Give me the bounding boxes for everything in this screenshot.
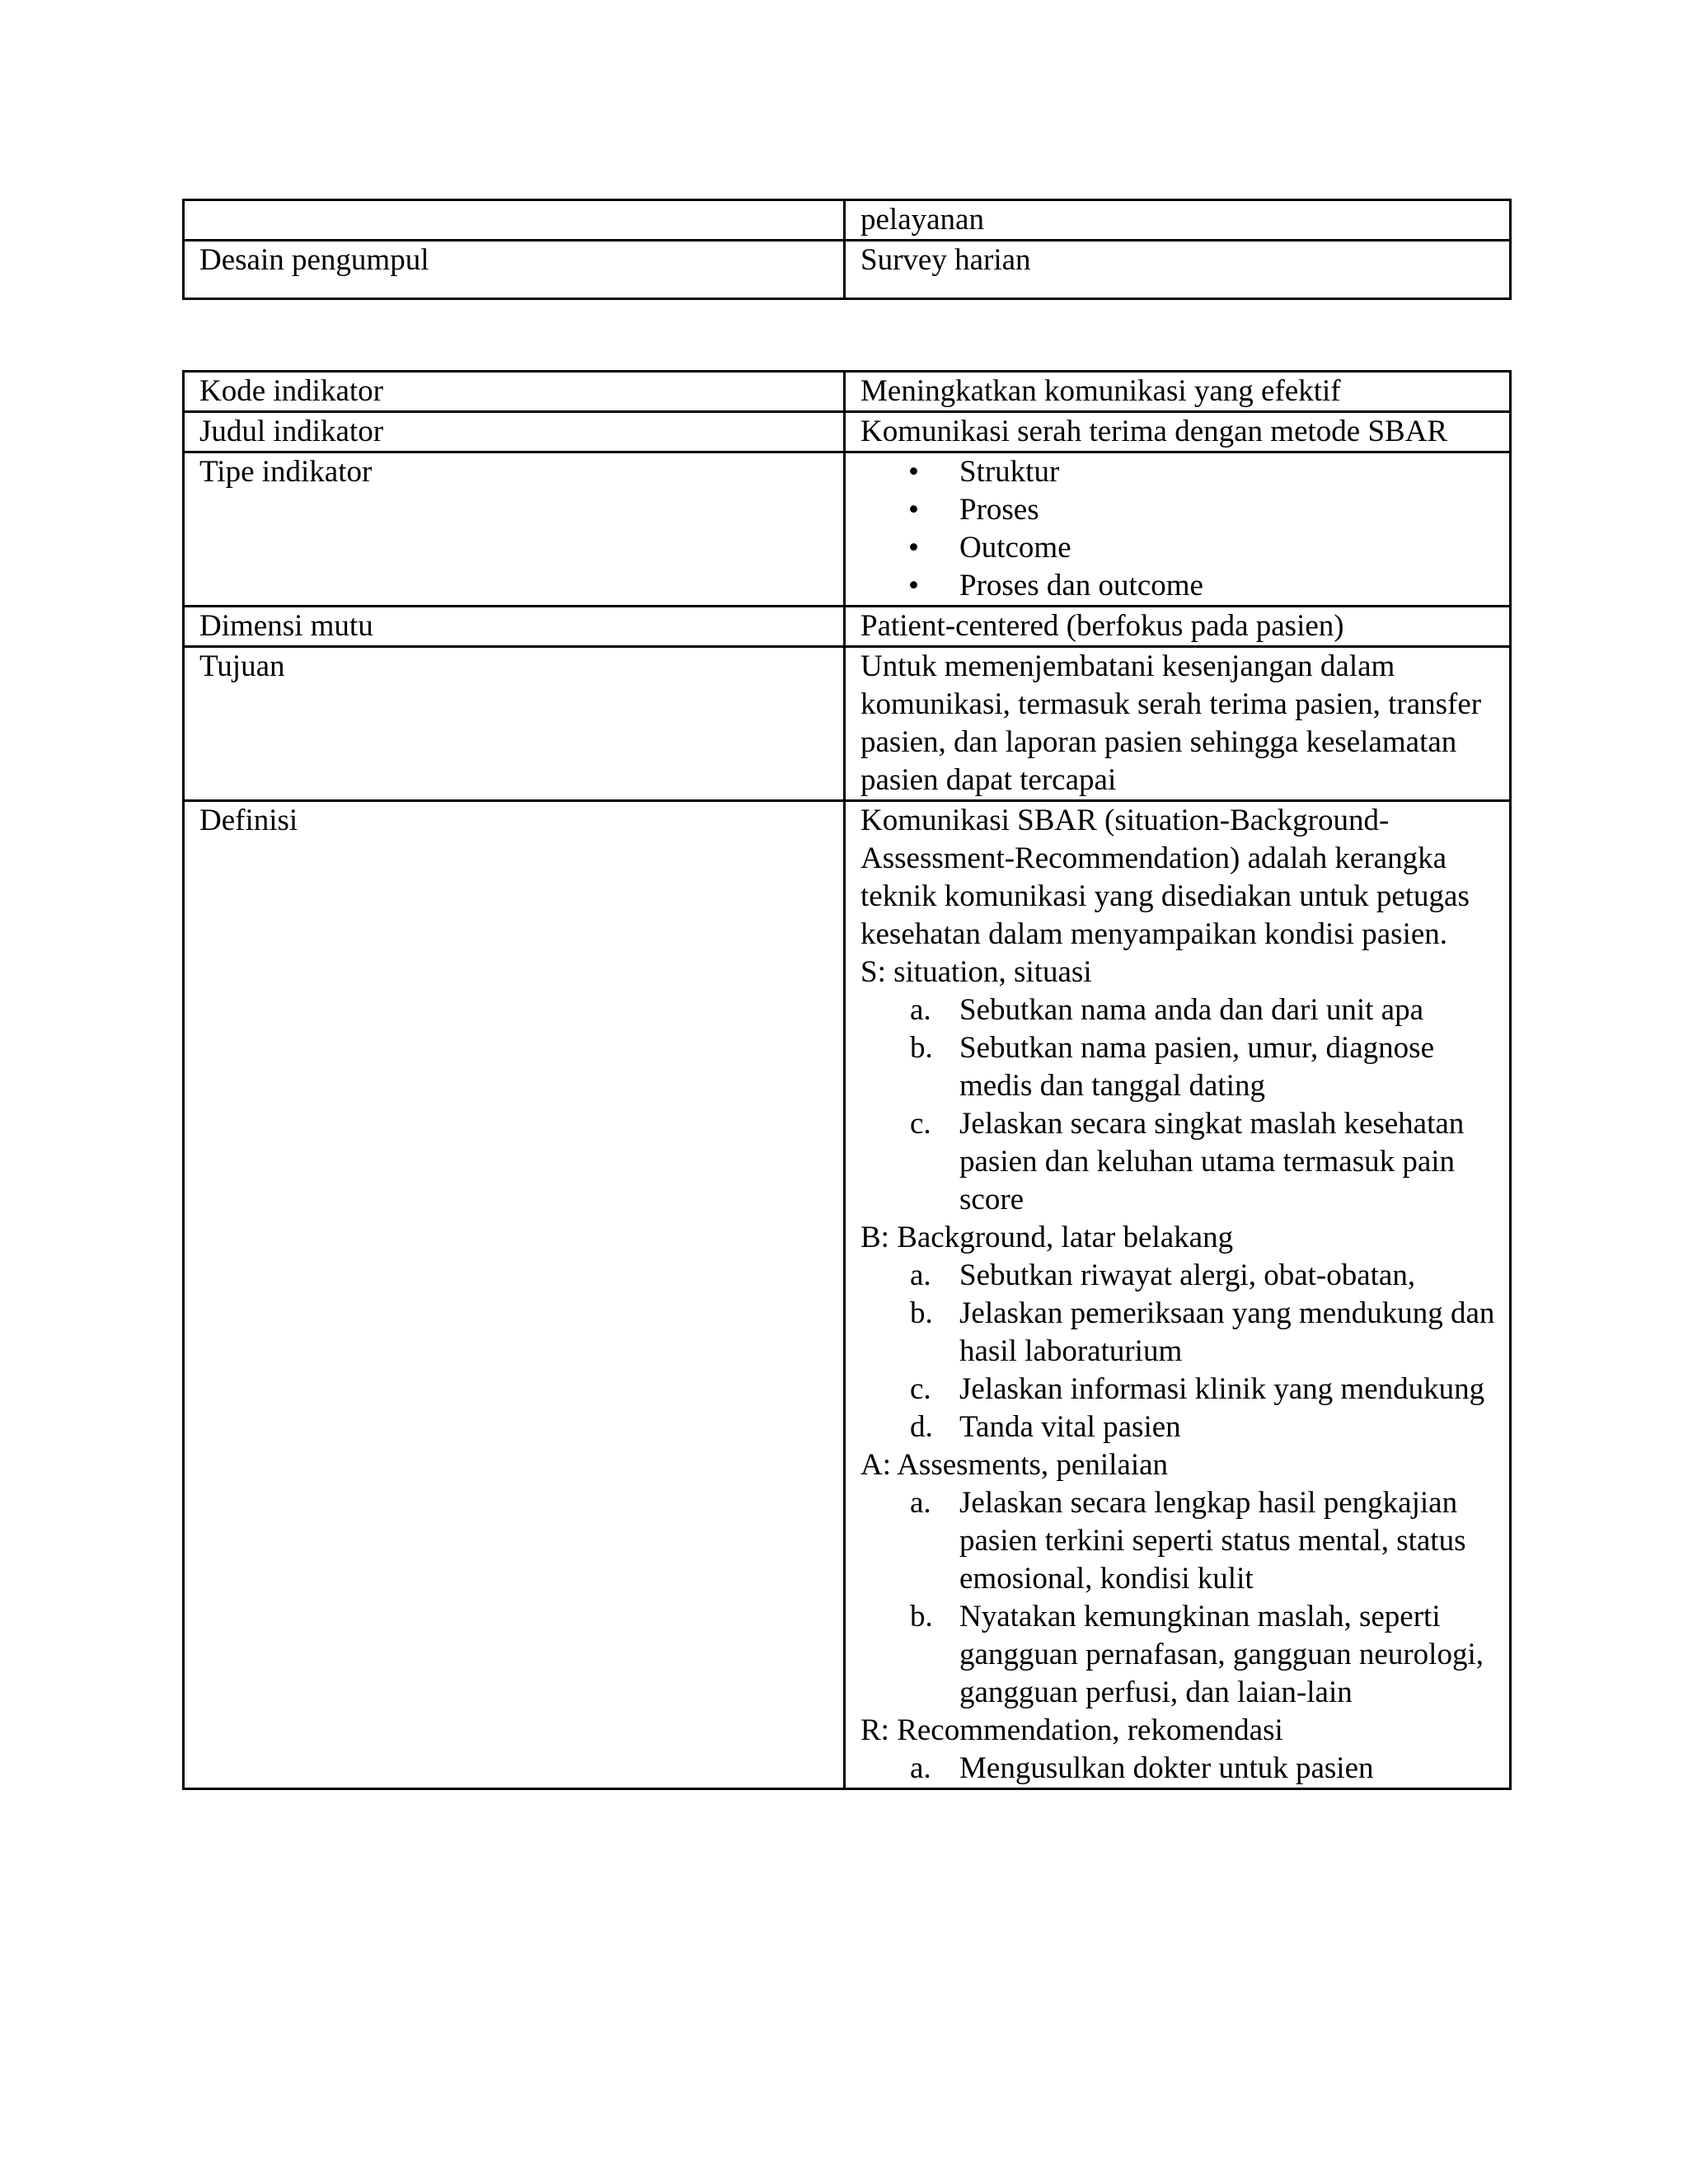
list-item [860, 1408, 1509, 1446]
list-item [860, 1105, 1509, 1219]
list-item [860, 1257, 1509, 1295]
list-marker: a. [910, 1258, 931, 1292]
list-marker: b. [910, 1296, 933, 1330]
list-marker: a. [910, 1486, 931, 1520]
list-item-text: Mengusulkan dokter untuk pasien [959, 1751, 1374, 1785]
list-item-text: Sebutkan nama pasien, umur, diagnose medis dan tanggal dating [959, 1031, 1434, 1103]
row-value: Survey harian [845, 241, 1511, 299]
list-marker: d. [910, 1410, 933, 1444]
row-label [184, 200, 845, 241]
table-row-kode [184, 372, 1511, 412]
row-label: Kode indikator [184, 372, 845, 412]
section-heading-background: B: Background, latar belakang [860, 1221, 1234, 1254]
row-value [845, 452, 1511, 607]
list-item-text: Jelaskan informasi klinik yang mendukung [959, 1372, 1485, 1406]
section-heading-assessment: A: Assesments, penilaian [860, 1448, 1169, 1482]
collection-design-table [182, 199, 1512, 300]
section-heading-recommendation: R: Recommendation, rekomendasi [860, 1713, 1283, 1747]
definition-intro: Komunikasi SBAR (situation-Background-Assessment-Recommendation) adalah kerangka teknik komunikasi yang disediakan untuk petugas kesehatan dalam menyampaikan kondisi pasien. [860, 804, 1470, 951]
list-item: • Proses [860, 491, 1509, 529]
section-heading-situation: S: situation, situasi [860, 955, 1092, 989]
indicator-table [182, 370, 1512, 1790]
row-label: Tujuan [184, 647, 845, 801]
list-item-text: Jelaskan secara lengkap hasil pengkajian pasien terkini seperti status mental, status emosional, kondisi kulit [959, 1486, 1466, 1596]
list-item [860, 1371, 1509, 1408]
list-marker: a. [910, 1751, 931, 1785]
list-item: • Struktur [860, 453, 1509, 491]
list-item: • Proses dan outcome [860, 567, 1509, 605]
row-value: Komunikasi serah terima dengan metode SBAR [845, 412, 1511, 452]
assessment-list [860, 1484, 1509, 1712]
row-value: pelayanan [845, 200, 1511, 241]
list-item-text: Nyatakan kemungkinan maslah, seperti gangguan pernafasan, gangguan neurologi, gangguan perfusi, dan laian-lain [959, 1600, 1484, 1709]
indicator-type-list [860, 453, 1509, 605]
list-marker: b. [910, 1600, 933, 1633]
table-row-tujuan [184, 647, 1511, 801]
list-item-text: Jelaskan pemeriksaan yang mendukung dan hasil laboraturium [959, 1296, 1495, 1368]
row-label: Desain pengumpul [184, 241, 845, 299]
list-item [860, 1029, 1509, 1105]
situation-list [860, 991, 1509, 1219]
row-value: Untuk memenjembatani kesenjangan dalam komunikasi, termasuk serah terima pasien, transfer pasien, dan laporan pasien sehingga keselamatan pasien dapat tercapai [845, 647, 1511, 801]
row-value: Patient-centered (berfokus pada pasien) [845, 607, 1511, 647]
table-row-tipe [184, 452, 1511, 607]
list-marker: c. [910, 1107, 931, 1141]
row-label: Tipe indikator [184, 452, 845, 607]
list-item-text: Sebutkan nama anda dan dari unit apa [959, 993, 1424, 1027]
list-marker: a. [910, 993, 931, 1027]
row-label: Judul indikator [184, 412, 845, 452]
table-row-definisi [184, 801, 1511, 1789]
list-item [860, 1484, 1509, 1598]
table-row-judul [184, 412, 1511, 452]
list-item [860, 1598, 1509, 1712]
list-item-text: Jelaskan secara singkat maslah kesehatan pasien dan keluhan utama termasuk pain score [959, 1107, 1465, 1216]
row-label: Definisi [184, 801, 845, 1789]
table-row-dimensi [184, 607, 1511, 647]
list-item [860, 1750, 1509, 1788]
list-marker: c. [910, 1372, 931, 1406]
list-item [860, 991, 1509, 1029]
list-marker: b. [910, 1031, 933, 1065]
row-label: Dimensi mutu [184, 607, 845, 647]
table-row [184, 241, 1511, 299]
list-item: • Outcome [860, 529, 1509, 567]
recommendation-list [860, 1750, 1509, 1788]
row-value [845, 801, 1511, 1789]
list-item-text: Tanda vital pasien [959, 1410, 1181, 1444]
list-item-text: Sebutkan riwayat alergi, obat-obatan, [959, 1258, 1416, 1292]
table-row [184, 200, 1511, 241]
background-list [860, 1257, 1509, 1446]
row-value: Meningkatkan komunikasi yang efektif [845, 372, 1511, 412]
list-item [860, 1295, 1509, 1371]
